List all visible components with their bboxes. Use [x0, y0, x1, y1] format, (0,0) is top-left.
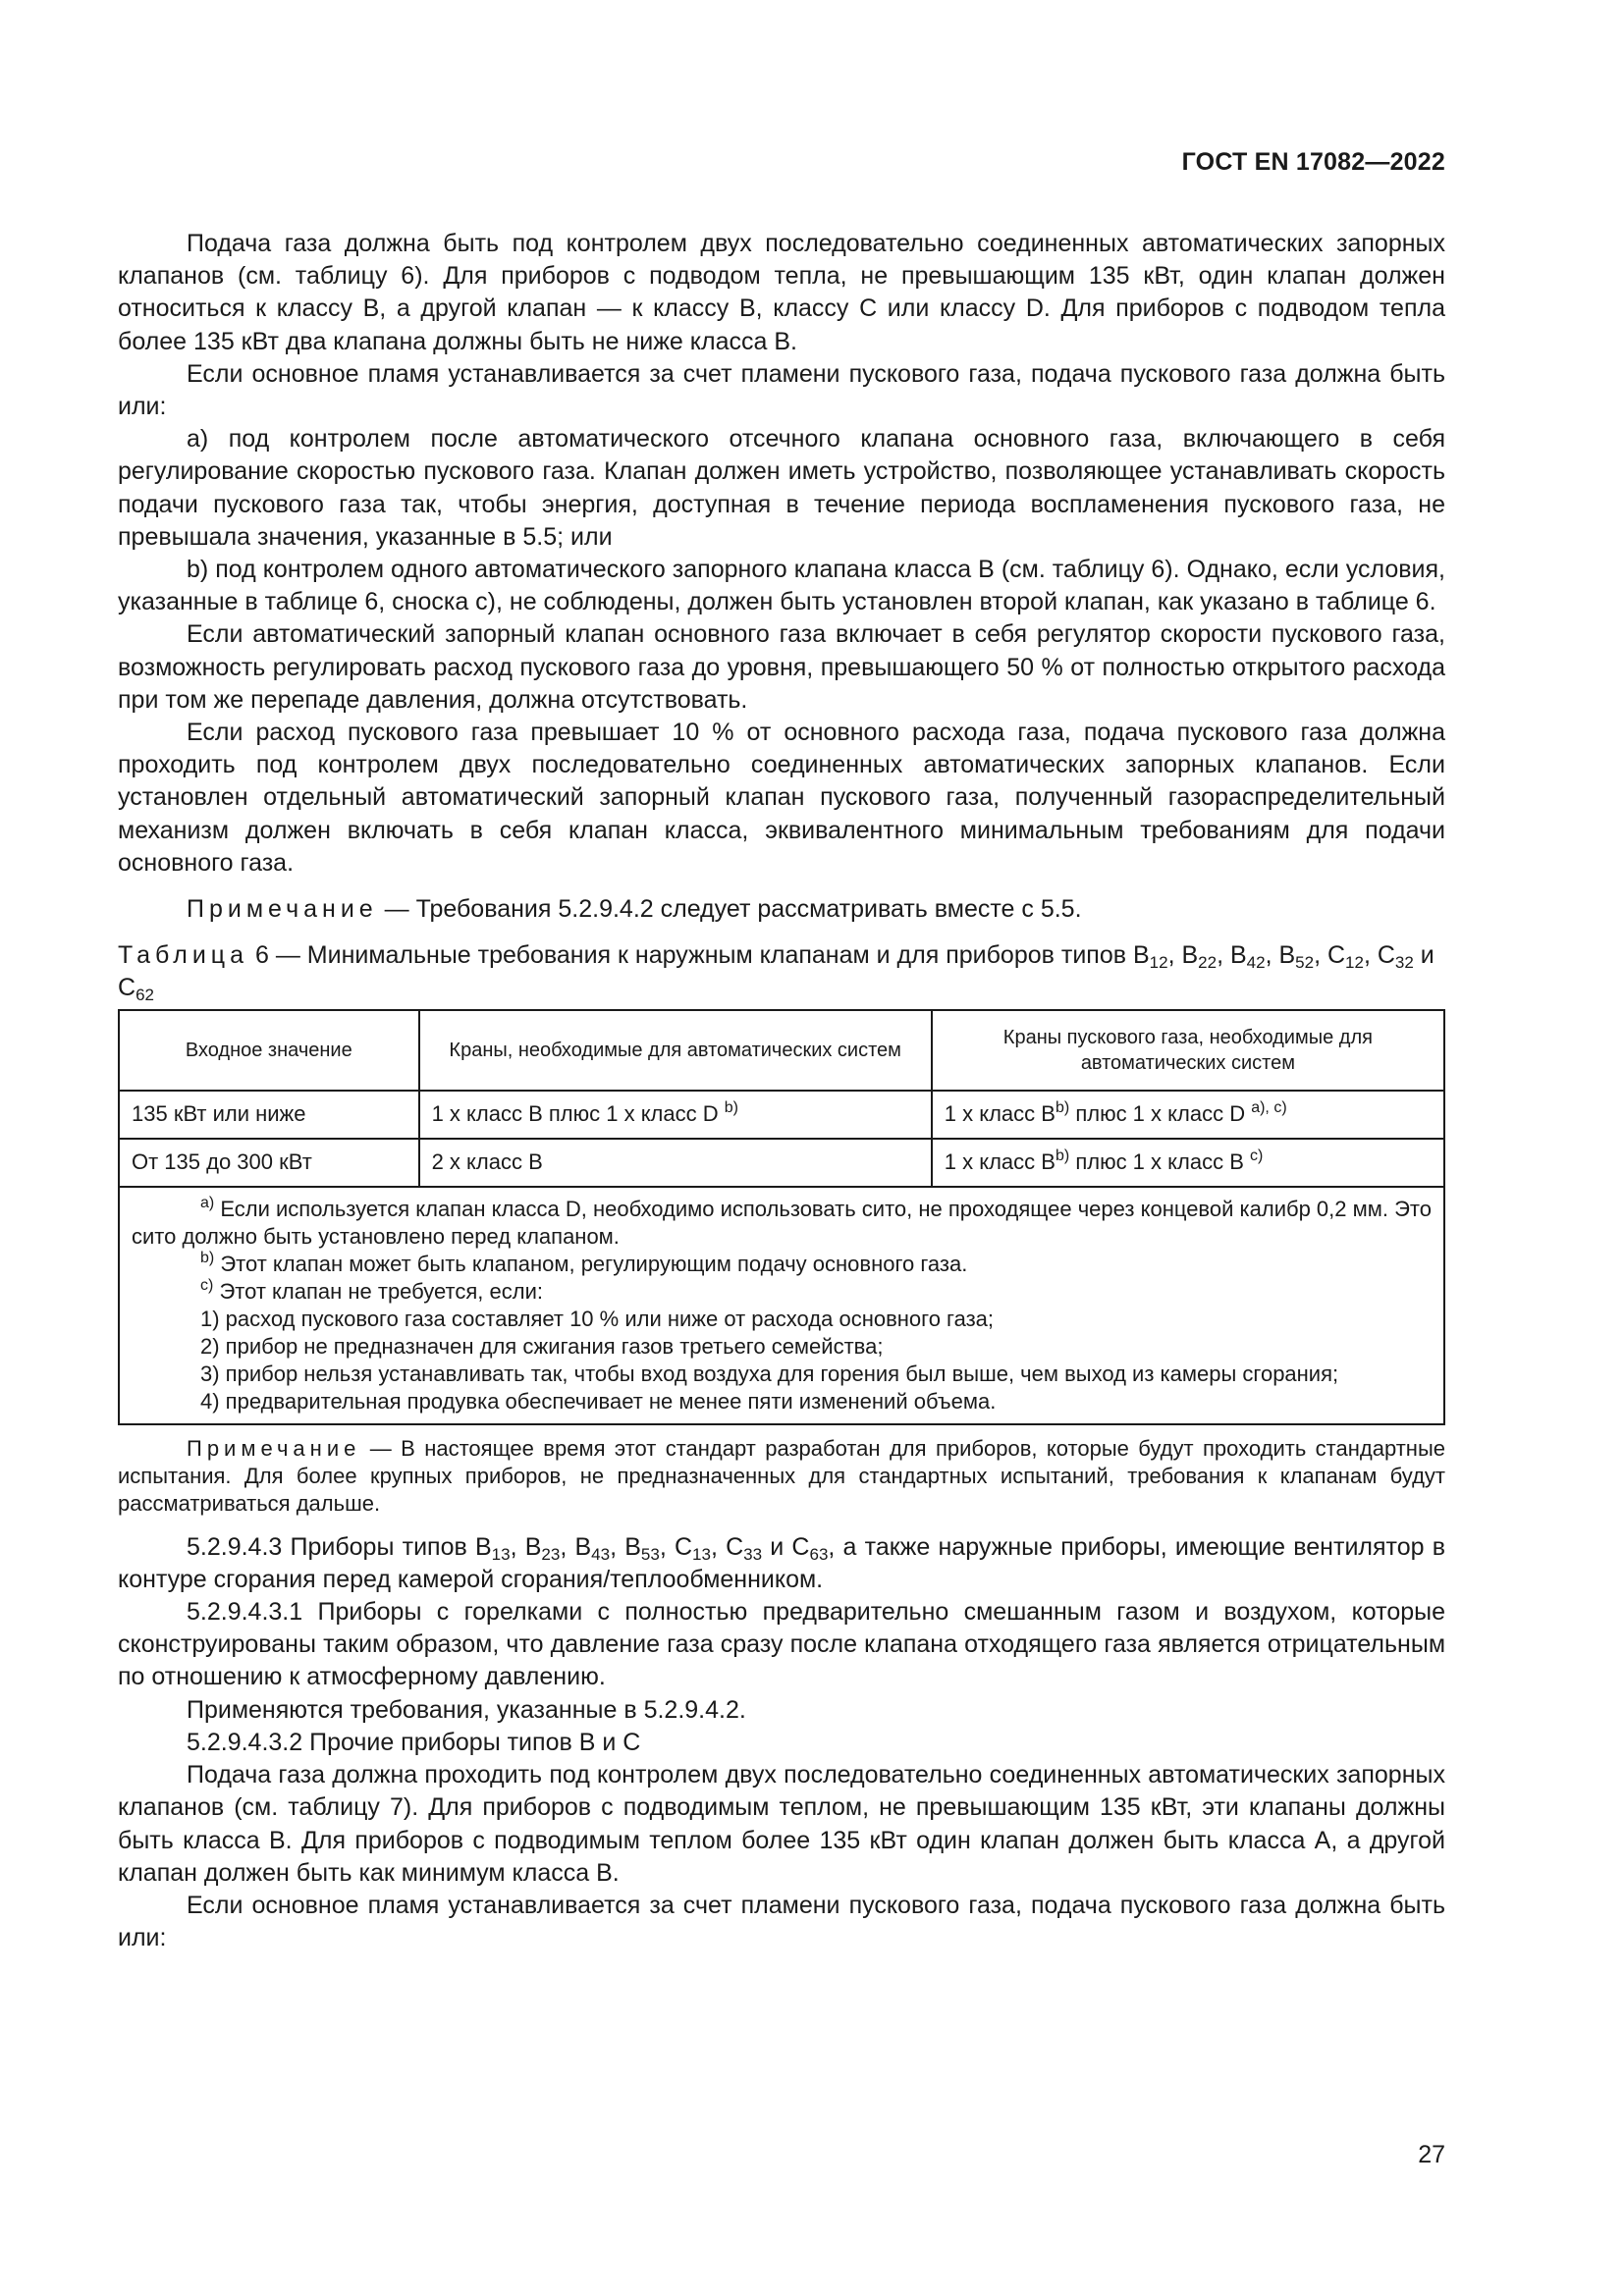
footnote-item: 1) расход пускового газа составляет 10 % или ниже от расхода основного газа; — [200, 1306, 995, 1331]
table-6 — [118, 1009, 1445, 1425]
table-header-cell: Входное значение — [119, 1010, 419, 1091]
paragraph: Подача газа должна быть под контролем двух последовательно соединенных автоматических запорных клапанов (см. таблицу 6). Для приборов с подводом тепла, не превышающим 135 кВт, один клапан должен относиться к классу В, а другой клапан — к классу В, классу С или классу D. Для приборов с подводом тепла более 135 кВт два клапана должны быть не ниже класса В. — [118, 230, 1445, 355]
note-text: — Требования 5.2.9.4.2 следует рассматривать вместе с 5.5. — [377, 895, 1082, 924]
table-header-cell: Краны пускового газа, необходимые для автоматических систем — [932, 1010, 1444, 1091]
document-header: ГОСТ EN 17082—2022 — [1181, 148, 1445, 176]
note-label: Примечание — [187, 1435, 361, 1461]
footnote-item: 3) прибор нельзя устанавливать так, чтобы вход воздуха для горения был выше, чем выход из камеры сгорания; — [200, 1361, 1339, 1386]
section-heading: 5.2.9.4.3 Приборы типов $B_{13}$, $B_{23}$, $B_{43}$, $B_{53}$, $C_{13}$, $C_{33}$ и $C_{63}$, а также наружные приборы, имеющие вентилятор в контуре сгорания перед камерой сгорания/теплообменником. — [118, 1532, 1445, 1593]
footnote-a: $^{a)}$ Если используется клапан класса D, необходимо использовать сито, не проходящее через концевой калибр 0,2 мм. Это сито должно быть установлено перед клапаном. — [132, 1194, 1432, 1249]
paragraph: Подача газа должна проходить под контролем двух последовательно соединенных автоматических запорных клапанов (см. таблицу 7). Для приборов с подводимым теплом, не превышающим 135 кВт, эти клапаны должны быть класса В. Для приборов с подводимым теплом более 135 кВт один клапан должен быть класса А, а другой клапан должен быть как минимум класса В. — [118, 1761, 1445, 1887]
note-1 — [118, 893, 1445, 926]
table-cell: 1 x класс B плюс 1 x класс D $^{b)}$ — [419, 1091, 932, 1139]
table-header-cell: Краны, необходимые для автоматических систем — [419, 1010, 932, 1091]
table-cell: От 135 до 300 кВт — [119, 1139, 419, 1187]
paragraph: Если расход пускового газа превышает 10 % от основного расхода газа, подача пускового газа должна проходить под контролем двух последовательно соединенных автоматических запорных клапанов. Если установлен отдельный автоматический запорный клапан пускового газа, полученный газораспределительный механизм должен включать в себя клапан класса, эквивалентного минимальным требованиям для подачи основного газа. — [118, 719, 1445, 877]
paragraph: Применяются требования, указанные в 5.2.9.4.2. — [187, 1695, 746, 1724]
footnote-b: $^{b)}$ Этот клапан может быть клапаном, регулирующим подачу основного газа. — [200, 1249, 968, 1276]
table-row — [119, 1139, 1444, 1187]
footnote-c: $^{c)}$ Этот клапан не требуется, если: — [200, 1276, 543, 1304]
paragraph: Если основное пламя устанавливается за счет пламени пускового газа, подача пускового газа должна быть или: — [118, 359, 1445, 421]
table-header-row — [119, 1010, 1444, 1091]
list-item-a: a) под контролем после автоматического отсечного клапана основного газа, включающего в себя регулирование скоростью пускового газа. Клапан должен иметь устройство, позволяющее устанавливать скорость подачи пускового газа так, чтобы энергия, доступная в течение периода воспламенения пускового газа, не превышала значения, указанные в 5.5; или — [118, 425, 1445, 551]
footnote-item: 4) предварительная продувка обеспечивает не менее пяти изменений объема. — [200, 1388, 997, 1414]
table-cell: 1 x класс $B^{b)}$ плюс 1 x класс D $^{a), c)}$ — [932, 1091, 1444, 1139]
note-text: — В настоящее время этот стандарт разработан для приборов, которые будут проходить стандартные испытания. Для более крупных приборов, не предназначенных для стандартных испытаний, требования к клапанам будут рассматриваться дальше. — [118, 1435, 1445, 1516]
table-footnotes-row — [119, 1187, 1444, 1424]
paragraph: Если автоматический запорный клапан основного газа включает в себя регулятор скорости пускового газа, возможность регулировать расход пускового газа до уровня, превышающего 50 % от полностью открытого расхода при том же перепаде давления, должна отсутствовать. — [118, 620, 1445, 714]
paragraph: 5.2.9.4.3.1 Приборы с горелками с полностью предварительно смешанным газом и воздухом, которые сконструированы таким образом, что давление газа сразу после клапана отходящего газа является отрицательным по отношению к атмосферному давлению. — [118, 1598, 1445, 1691]
paragraph: Если основное пламя устанавливается за счет пламени пускового газа, подача пускового газа должна быть или: — [118, 1891, 1445, 1952]
table-cell: 1 x класс $B^{b)}$ плюс 1 x класс B $^{c)}$ — [932, 1139, 1444, 1187]
table-cell: 2 x класс B — [419, 1139, 932, 1187]
section-heading: 5.2.9.4.3.2 Прочие приборы типов В и С — [187, 1728, 641, 1756]
footnote-item: 2) прибор не предназначен для сжигания газов третьего семейства; — [200, 1333, 884, 1359]
table-row — [119, 1091, 1444, 1139]
document-body — [118, 228, 1445, 1954]
page-number: 27 — [1418, 2141, 1445, 2168]
note-2 — [118, 1435, 1445, 1518]
table-label: Таблица — [118, 941, 249, 970]
table-footnotes — [119, 1187, 1444, 1424]
list-item-b: b) под контролем одного автоматического запорного клапана класса В (см. таблицу 6). Однако, если условия, указанные в таблице 6, сноска с), не соблюдены, должен быть установлен второй клапан, как указано в таблице 6. — [118, 556, 1445, 616]
table-cell: 135 кВт или ниже — [119, 1091, 419, 1139]
note-label: Примечание — [187, 895, 378, 924]
table-caption: Таблица 6 — Минимальные требования к наружным клапанам и для приборов типов $B_{12}$, $B_{22}$, $B_{42}$, $B_{52}$, $C_{12}$, $C_{32}$ и $C_{62}$ — [118, 941, 1435, 1005]
